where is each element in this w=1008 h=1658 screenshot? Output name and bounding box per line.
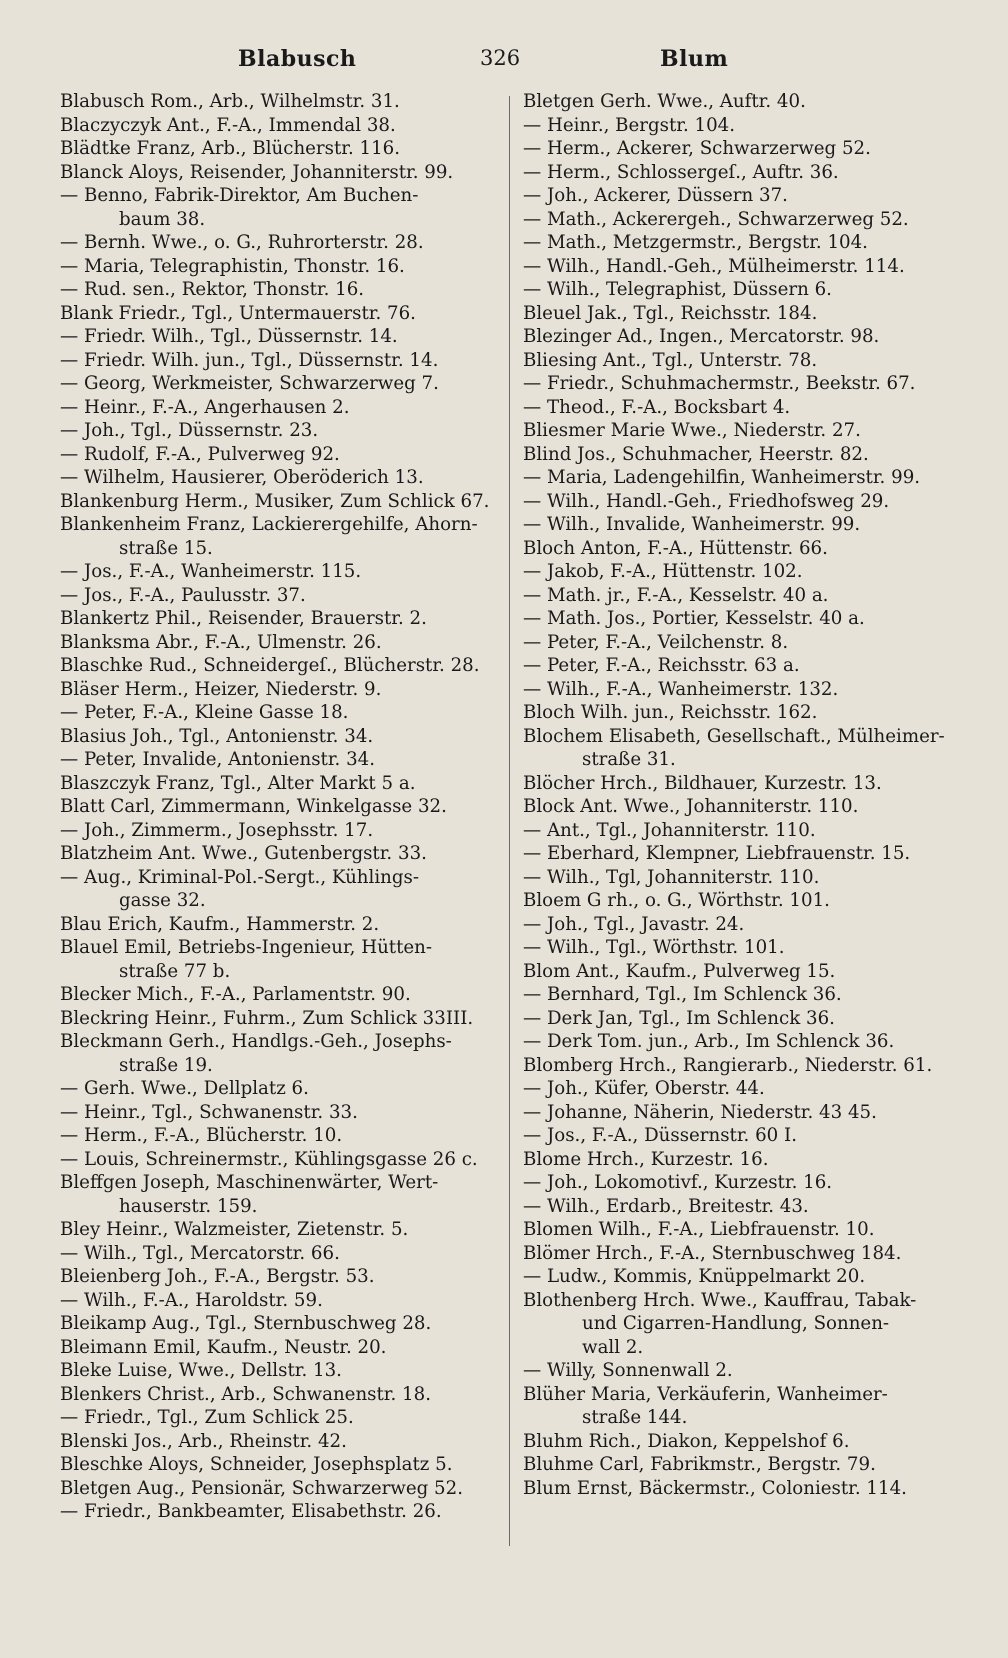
directory-entry: — Johanne, Näherin, Niederstr. 43 45. [523,1101,877,1123]
directory-entry: Blömer Hrch., F.-A., Sternbuschweg 184. [523,1242,902,1264]
directory-entry: — Willy, Sonnenwall 2. [523,1360,733,1381]
directory-entry: — Herm., F.-A., Blücherstr. 10. [60,1125,343,1146]
entry-continuation-line: straße 15. [119,537,213,559]
directory-entry: Blum Ernst, Bäckermstr., Coloniestr. 114. [523,1477,907,1499]
directory-entry: — Wilh., Handl.-Geh., Mülheimerstr. 114. [523,255,905,277]
column-divider [509,96,510,1546]
directory-entry: — Peter, F.-A., Veilchenstr. 8. [523,631,789,653]
directory-entry: Blabusch Rom., Arb., Wilhelmstr. 31. [60,91,400,112]
directory-entry: — Herm., Schlossergeſ., Auftr. 36. [523,161,839,183]
directory-entry: — Wilh., F.-A., Haroldstr. 59. [60,1289,323,1311]
directory-entry: Blädtke Franz, Arb., Blücherstr. 116. [60,138,401,159]
directory-entry: — Bernh. Wwe., o. G., Ruhrorterstr. 28. [60,232,424,253]
directory-entry: Bloch Anton, F.-A., Hüttenstr. 66. [523,537,828,559]
directory-entry: Blasius Joh., Tgl., Antonienstr. 34. [60,725,374,747]
directory-entry: — Aug., Kriminal-Pol.-Sergt., Kühlings- [60,866,419,888]
directory-entry: — Ant., Tgl., Johanniterstr. 110. [523,819,816,841]
directory-entry: Blecker Mich., F.-A., Parlamentstr. 90. [60,984,411,1005]
directory-entry: — Herm., Ackerer, Schwarzerweg 52. [523,138,871,159]
directory-entry: — Joh., Lokomotivf., Kurzestr. 16. [523,1172,833,1193]
directory-entry: — Heinr., Tgl., Schwanenstr. 33. [60,1101,358,1123]
directory-entry: Blatzheim Ant. Wwe., Gutenbergstr. 33. [60,843,427,864]
directory-entry: — Maria, Telegraphistin, Thonstr. 16. [60,255,405,277]
directory-entry: Blenkers Christ., Arb., Schwanenstr. 18. [60,1383,431,1405]
entry-continuation-line: straße 31. [582,749,676,770]
directory-entry: Bleke Luise, Wwe., Dellstr. 13. [60,1360,342,1381]
directory-entry: Blatt Carl, Zimmermann, Winkelgasse 32. [60,796,447,817]
directory-entry: Blöcher Hrch., Bildhauer, Kurzestr. 13. [523,772,882,794]
directory-entry: Bleienberg Joh., F.-A., Bergstr. 53. [60,1266,375,1287]
directory-entry: — Wilhelm, Hausierer, Oberöderich 13. [60,467,424,488]
directory-entry: — Wilh., Tgl., Wörthstr. 101. [523,937,785,958]
directory-entry: Bleckring Heinr., Fuhrm., Zum Schlick 33III. [60,1007,474,1029]
directory-entry: — Friedr., Bankbeamter, Elisabethstr. 26. [60,1501,442,1522]
directory-entry: Blaczyczyk Ant., F.-A., Immendal 38. [60,114,396,136]
right-column [523,90,953,1500]
directory-entry: — Jos., F.-A., Düssernstr. 60 I. [523,1125,797,1146]
directory-entry: Bloch Wilh. jun., Reichsstr. 162. [523,702,818,723]
directory-entry: Blenski Jos., Arb., Rheinstr. 42. [60,1430,347,1452]
running-head-left: Blabusch [238,46,357,72]
directory-entry: Bläser Herm., Heizer, Niederstr. 9. [60,678,382,700]
directory-entry: Bleffgen Joseph, Maschinenwärter, Wert- [60,1172,439,1193]
left-column [60,90,500,1524]
directory-entry: Blomen Wilh., F.-A., Liebfrauenstr. 10. [523,1219,875,1240]
directory-entry: — Wilh., F.-A., Wanheimerstr. 132. [523,678,839,700]
directory-entry: Bletgen Aug., Pensionär, Schwarzerweg 52. [60,1477,463,1499]
directory-entry: Blind Jos., Schuhmacher, Heerstr. 82. [523,443,869,465]
directory-entry: — Ludw., Kommis, Knüppelmarkt 20. [523,1266,866,1287]
directory-entry: Blank Friedr., Tgl., Untermauerstr. 76. [60,302,416,324]
directory-entry: — Louis, Schreinermstr., Kühlingsgasse 26 c. [60,1148,478,1170]
directory-entry: Blanksma Abr., F.-A., Ulmenstr. 26. [60,631,382,653]
entry-continuation-line: baum 38. [119,208,206,230]
directory-entry: Bloem G rh., o. G., Wörthstr. 101. [523,890,830,911]
directory-entry: — Georg, Werkmeister, Schwarzerweg 7. [60,373,439,394]
directory-entry: Bliesing Ant., Tgl., Unterstr. 78. [523,349,818,371]
running-head-right: Blum [660,46,729,72]
directory-entry: — Friedr., Schuhmachermstr., Beekstr. 67. [523,373,916,394]
directory-entry: Bleuel Jak., Tgl., Reichsstr. 184. [523,302,818,324]
directory-entry: Bleimann Emil, Kaufm., Neustr. 20. [60,1336,387,1358]
directory-entry: — Derk Tom. jun., Arb., Im Schlenck 36. [523,1031,895,1052]
directory-entry: Blankenburg Herm., Musiker, Zum Schlick 67. [60,490,490,512]
directory-entry: — Rudolf, F.-A., Pulverweg 92. [60,443,340,465]
directory-entry: — Math., Ackerergeh., Schwarzerweg 52. [523,208,909,230]
directory-entry: — Jos., F.-A., Paulusstr. 37. [60,584,306,606]
directory-entry: Blomberg Hrch., Rangierarb., Niederstr. 61. [523,1054,933,1076]
directory-entry: — Wilh., Erdarb., Breitestr. 43. [523,1195,809,1217]
directory-entry: — Joh., Tgl., Düssernstr. 23. [60,420,319,441]
directory-entry: Bleschke Aloys, Schneider, Josephsplatz 5. [60,1454,453,1475]
directory-entry: Block Ant. Wwe., Johanniterstr. 110. [523,796,859,817]
directory-entry: Blankertz Phil., Reisender, Brauerstr. 2. [60,608,427,629]
page-number: 326 [480,46,521,70]
directory-entry: — Friedr. Wilh. jun., Tgl., Düssernstr. 14. [60,349,439,371]
entry-continuation-line: straße 77 b. [119,960,231,982]
entry-continuation-line: hauserstr. 159. [119,1195,258,1217]
directory-entry: — Jakob, F.-A., Hüttenstr. 102. [523,561,803,582]
directory-entry: — Heinr., Bergstr. 104. [523,114,736,136]
entry-continuation-line: gasse 32. [119,890,206,911]
entry-continuation-line: und Cigarren-Handlung, Sonnen- [582,1313,890,1334]
directory-entry: — Benno, Fabrik-Direktor, Am Buchen- [60,185,419,206]
directory-entry: — Maria, Ladengehilfin, Wanheimerstr. 99. [523,467,921,488]
directory-entry: Blanck Aloys, Reisender, Johanniterstr. 99. [60,161,454,183]
directory-entry: — Derk Jan, Tgl., Im Schlenck 36. [523,1007,835,1029]
directory-entry: Blaschke Rud., Schneidergeſ., Blücherstr. 28. [60,655,480,676]
directory-entry: — Math. jr., F.-A., Kesselstr. 40 a. [523,584,829,606]
directory-entry: — Joh., Küfer, Oberstr. 44. [523,1078,765,1099]
directory-entry: Bleckmann Gerh., Handlgs.-Geh., Josephs- [60,1031,452,1052]
directory-entry: Blothenberg Hrch. Wwe., Kauffrau, Tabak- [523,1289,917,1311]
directory-entry: Blankenheim Franz, Lackierergehilfe, Ahorn- [60,514,478,535]
directory-entry: — Eberhard, Klempner, Liebfrauenstr. 15. [523,843,911,864]
directory-entry: Bluhm Rich., Diakon, Keppelshof 6. [523,1430,850,1452]
entry-continuation-line: wall 2. [582,1336,644,1358]
directory-entry: — Wilh., Tgl, Johanniterstr. 110. [523,866,820,888]
entry-continuation-line: straße 144. [582,1407,688,1428]
directory-entry: Blauel Emil, Betriebs-Ingenieur, Hütten- [60,937,433,958]
directory-entry: — Friedr., Tgl., Zum Schlick 25. [60,1407,354,1428]
directory-entry: — Joh., Zimmerm., Josephsstr. 17. [60,819,374,841]
directory-entry: — Bernhard, Tgl., Im Schlenck 36. [523,984,842,1005]
directory-entry: — Wilh., Tgl., Mercatorstr. 66. [60,1242,340,1264]
directory-entry: Bliesmer Marie Wwe., Niederstr. 27. [523,420,861,441]
directory-entry: — Math., Metzgermstr., Bergstr. 104. [523,232,868,253]
directory-entry: — Wilh., Invalide, Wanheimerstr. 99. [523,514,861,535]
directory-entry: — Joh., Ackerer, Düssern 37. [523,185,788,206]
directory-entry: Blome Hrch., Kurzestr. 16. [523,1148,769,1170]
directory-entry: Bluhme Carl, Fabrikmstr., Bergstr. 79. [523,1454,876,1475]
directory-entry: Bletgen Gerh. Wwe., Auftr. 40. [523,91,806,112]
directory-entry: — Wilh., Telegraphist, Düssern 6. [523,279,832,300]
directory-entry: — Peter, Invalide, Antonienstr. 34. [60,749,376,770]
directory-entry: Blüher Maria, Verkäuferin, Wanheimer- [523,1383,888,1405]
directory-entry: — Jos., F.-A., Wanheimerstr. 115. [60,561,362,582]
directory-entry: Bley Heinr., Walzmeister, Zietenstr. 5. [60,1219,409,1240]
directory-entry: — Joh., Tgl., Javastr. 24. [523,913,745,935]
directory-entry: — Peter, F.-A., Reichsstr. 63 a. [523,655,800,676]
directory-entry: — Theod., F.-A., Bocksbart 4. [523,396,791,418]
entry-continuation-line: straße 19. [119,1054,213,1076]
directory-entry: Blochem Elisabeth, Gesellschaft., Mülheimer- [523,725,945,747]
directory-entry: — Peter, F.-A., Kleine Gasse 18. [60,702,349,723]
directory-entry: — Wilh., Handl.-Geh., Friedhofsweg 29. [523,490,890,512]
directory-entry: Blaszczyk Franz, Tgl., Alter Markt 5 a. [60,772,416,794]
directory-entry: Bleikamp Aug., Tgl., Sternbuschweg 28. [60,1313,432,1334]
directory-entry: — Rud. sen., Rektor, Thonstr. 16. [60,279,365,300]
directory-entry: Blom Ant., Kaufm., Pulverweg 15. [523,960,836,982]
directory-entry: — Gerh. Wwe., Dellplatz 6. [60,1078,309,1099]
directory-entry: — Math. Jos., Portier, Kesselstr. 40 a. [523,608,865,629]
page-header [60,40,960,80]
directory-entry: Blezinger Ad., Ingen., Mercatorstr. 98. [523,326,880,347]
directory-entry: — Heinr., F.-A., Angerhausen 2. [60,396,350,418]
directory-entry: — Friedr. Wilh., Tgl., Düssernstr. 14. [60,326,398,347]
directory-entry: Blau Erich, Kaufm., Hammerstr. 2. [60,913,380,935]
